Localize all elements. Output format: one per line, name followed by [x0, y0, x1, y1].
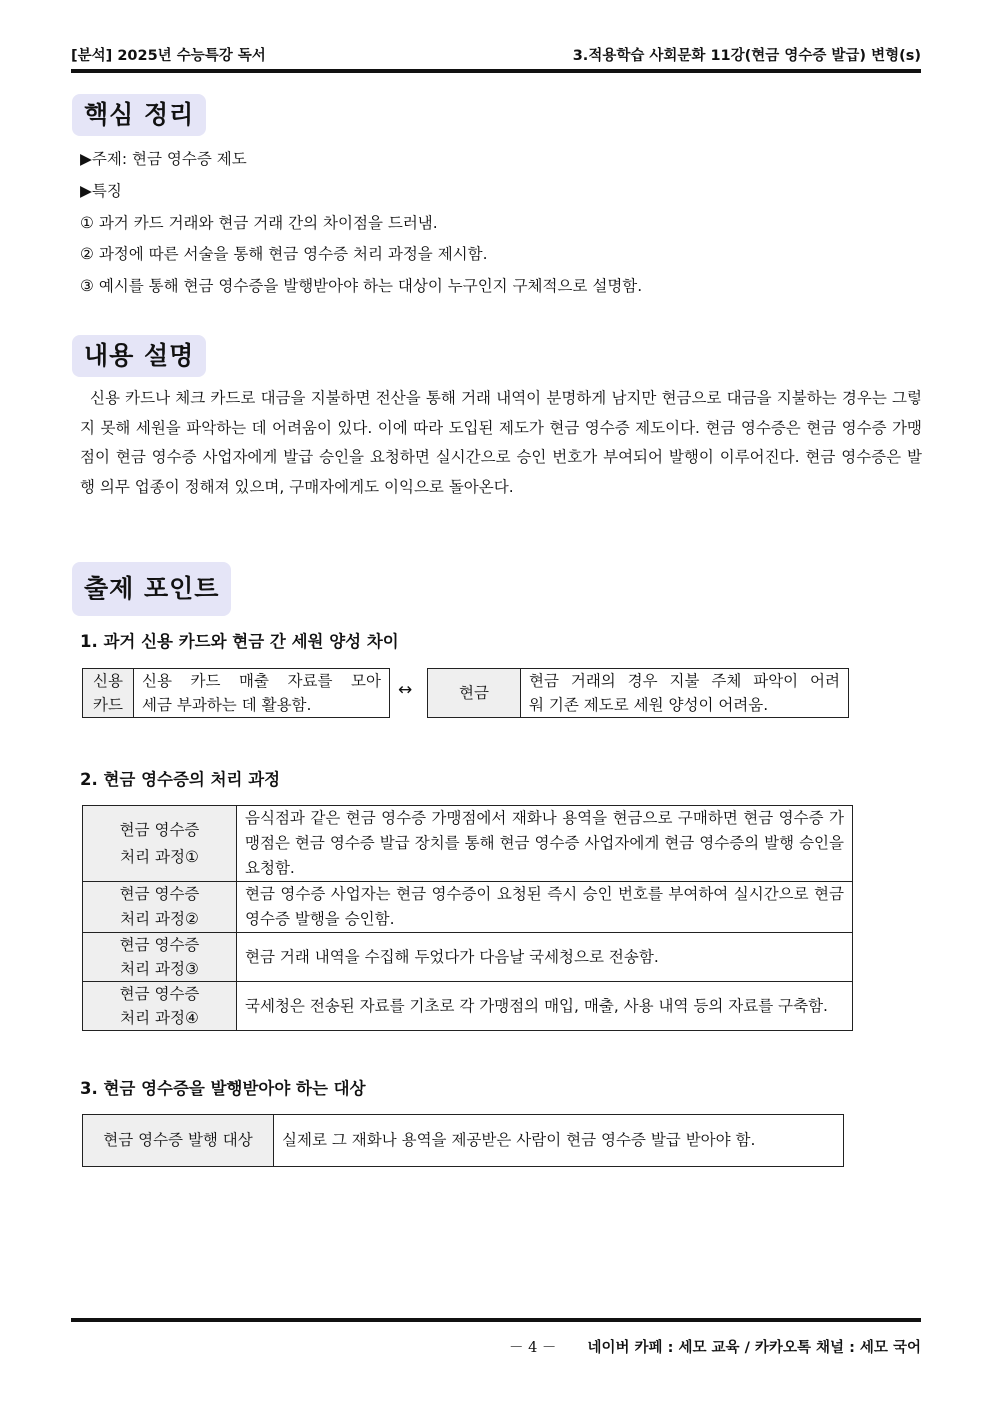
- feature-item-1: ① 과거 카드 거래와 현금 거래 간의 차이점을 드러냄.: [80, 214, 438, 232]
- process-label: 현금 영수증 처리 과정①: [83, 806, 237, 882]
- process-label: 현금 영수증 처리 과정②: [83, 882, 237, 933]
- process-text: 현금 거래 내역을 수집해 두었다가 다음날 국세청으로 전송함.: [237, 933, 853, 982]
- card-description: 신용 카드 매출 자료를 모아 세금 부과하는 데 활용함.: [134, 669, 390, 718]
- target-text: 실제로 그 재화나 용역을 제공받은 사람이 현금 영수증 발급 받아야 함.: [274, 1115, 844, 1167]
- footer-rule: [71, 1318, 921, 1322]
- target-table: [82, 1114, 844, 1167]
- section-title-core-summary: 핵심 정리: [72, 94, 206, 136]
- table-row: [83, 806, 853, 882]
- page-header: [71, 44, 921, 66]
- double-arrow-icon: ↔: [398, 680, 413, 700]
- feature-item-2: ② 과정에 따른 서술을 통해 현금 영수증 처리 과정을 제시함.: [80, 245, 488, 263]
- header-left: [분석] 2025년 수능특강 독서: [71, 48, 266, 64]
- point2-heading: 2. 현금 영수증의 처리 과정: [80, 770, 281, 789]
- cash-comparison-table: [427, 668, 849, 718]
- page-number: － 4 －: [508, 1340, 557, 1356]
- cash-label: 현금: [428, 669, 521, 718]
- process-text: 현금 영수증 사업자는 현금 영수증이 요청된 즉시 승인 번호를 부여하여 실시간으로 현금 영수증 발행을 승인함.: [237, 882, 853, 933]
- table-row: [83, 933, 853, 982]
- header-rule: [71, 69, 921, 73]
- process-text: 음식점과 같은 현금 영수증 가맹점에서 재화나 용역을 현금으로 구매하면 현금 영수증 가맹점은 현금 영수증 발급 장치를 통해 현금 영수증 사업자에게 현금 영수증의 발행 승인을 요청함.: [237, 806, 853, 882]
- process-label: 현금 영수증 처리 과정③: [83, 933, 237, 982]
- card-label: 신용 카드: [83, 669, 134, 718]
- feature-item-3: ③ 예시를 통해 현금 영수증을 발행받아야 하는 대상이 누구인지 구체적으로 설명함.: [80, 277, 643, 295]
- process-text: 국세청은 전송된 자료를 기초로 각 가맹점의 매입, 매출, 사용 내역 등의 자료를 구축함.: [237, 982, 853, 1031]
- cash-description: 현금 거래의 경우 지불 주체 파악이 어려 워 기존 제도로 세원 양성이 어려움.: [521, 669, 849, 718]
- features-label: ▶특징: [80, 182, 122, 200]
- point1-heading: 1. 과거 신용 카드와 현금 간 세원 양성 차이: [80, 632, 399, 651]
- footer-text: 네이버 카페 : 세모 교육 / 카카오톡 채널 : 세모 국어: [587, 1340, 921, 1356]
- table-row: [83, 882, 853, 933]
- header-right: 3.적용학습 사회문화 11강(현금 영수증 발급) 변형(s): [572, 48, 921, 64]
- page-footer: [509, 1336, 921, 1357]
- topic-line: ▶주제: 현금 영수증 제도: [80, 150, 247, 168]
- section-title-exam-points: 출제 포인트: [72, 562, 231, 616]
- process-table: [82, 805, 853, 1031]
- content-paragraph: 신용 카드나 체크 카드로 대금을 지불하면 전산을 통해 거래 내역이 분명하게 남지만 현금으로 대금을 지불하는 경우는 그렇지 못해 세원을 파악하는 데 어려움이 있다. 이에 따라 도입된 제도가 현금 영수증 제도이다. 현금 영수증은 현금 영수증 가맹점이 현금 영수증 사업자에게 발급 승인을 요청하면 실시간으로 승인 번호가 부여되어 발행이 이루어진다. 현금 영수증은 발행 의무 업종이 정해져 있으며, 구매자에게도 이익으로 돌아온다.: [80, 389, 922, 496]
- table-row: [83, 982, 853, 1031]
- card-comparison-table: [82, 668, 390, 718]
- target-label: 현금 영수증 발행 대상: [83, 1115, 274, 1167]
- section-title-content-explanation: 내용 설명: [72, 335, 206, 377]
- point3-heading: 3. 현금 영수증을 발행받아야 하는 대상: [80, 1079, 366, 1098]
- process-label: 현금 영수증 처리 과정④: [83, 982, 237, 1031]
